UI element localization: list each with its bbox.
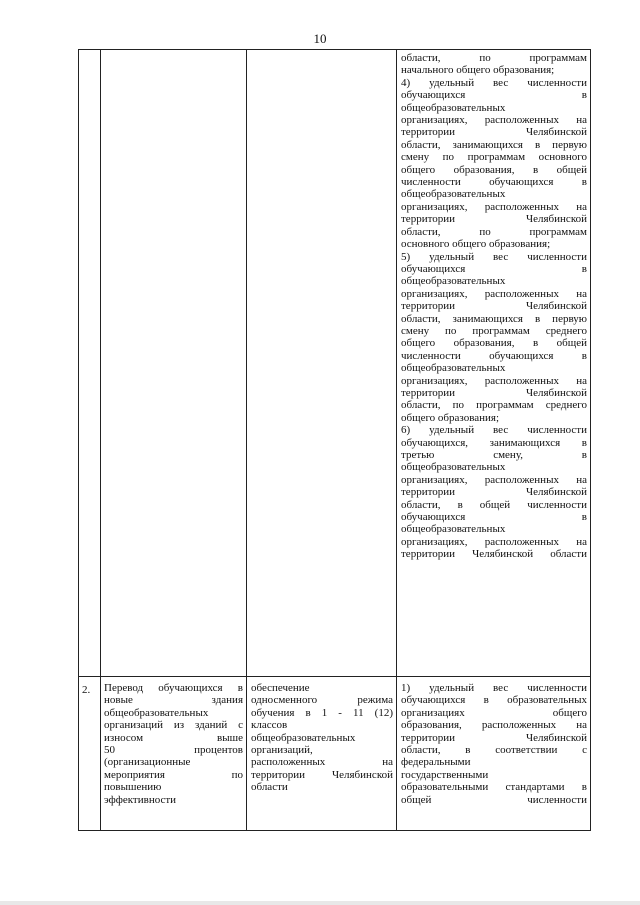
text-line: территории Челябинской (401, 731, 587, 744)
text-line: износом выше (104, 731, 243, 744)
text-line: общеобразовательных (251, 731, 356, 744)
row2-indicators-cell (401, 682, 587, 806)
column-divider-2 (246, 50, 247, 830)
text-line: области, занимающихся в первую (401, 312, 587, 325)
text-line: территории Челябинской (401, 486, 587, 499)
text-line: мероприятия по (104, 768, 243, 781)
text-line: общеобразовательных (401, 275, 506, 288)
text-line: организациях, расположенных на (401, 473, 587, 486)
text-line: третью смену, в (401, 449, 587, 461)
text-line: общеобразовательных (104, 706, 209, 719)
text-line: расположенных на (251, 756, 393, 769)
text-line: области, по программам (401, 225, 587, 238)
text-line: организаций из зданий с (104, 719, 243, 732)
text-line: общеобразовательных (401, 461, 506, 474)
text-line: области, в соответствии с (401, 744, 587, 757)
text-line: 50 процентов (104, 744, 243, 757)
text-line: общеобразовательных (401, 362, 506, 375)
text-line: организациях общего (401, 706, 587, 719)
text-line: 6) удельный вес численности (401, 424, 587, 437)
text-line: (организационные (104, 756, 191, 769)
text-line: обеспечение (251, 682, 310, 694)
text-line: области (251, 781, 288, 794)
text-line: территории Челябинской области (401, 548, 587, 561)
text-line: территории Челябинской (401, 126, 587, 139)
text-line: организациях, расположенных на (401, 535, 587, 548)
text-line: общего образования, в общей (401, 163, 587, 176)
row1-indicators-cell (401, 52, 587, 561)
text-line: Перевод обучающихся в (104, 682, 243, 694)
text-line: области, по программам среднего (401, 399, 587, 412)
text-line: организаций, (251, 744, 313, 757)
text-line: федеральными (401, 756, 471, 769)
row2-number: 2. (82, 684, 91, 696)
text-line: области, по программам (401, 52, 587, 64)
text-line: односменного режима (251, 694, 393, 707)
text-line: области, занимающихся в первую (401, 138, 587, 151)
text-line: государственными (401, 768, 489, 781)
text-line: организациях, расположенных на (401, 287, 587, 300)
text-line: организациях, расположенных на (401, 374, 587, 387)
text-line: эффективности (104, 793, 177, 806)
text-line: территории Челябинской (251, 768, 393, 781)
text-line: общего образования; (401, 411, 500, 424)
document-table (78, 49, 591, 831)
text-line: общего образования, в общей (401, 337, 587, 350)
text-line: 5) удельный вес численности (401, 250, 587, 263)
text-line: новые здания (104, 694, 243, 707)
column-divider-1 (100, 50, 101, 830)
text-line: образования, расположенных на (401, 719, 587, 732)
text-line: смену по программам среднего (401, 324, 587, 337)
text-line: повышению (104, 781, 162, 794)
text-line: обучения в 1 - 11 (12) (251, 706, 393, 719)
text-line: численности обучающихся в (401, 349, 587, 362)
row2-measure-cell (104, 682, 243, 806)
text-line: классов (251, 719, 288, 732)
text-line: обучающихся, занимающихся в (401, 436, 587, 449)
text-line: основного общего образования; (401, 238, 551, 251)
text-line: образовательными стандартами в (401, 781, 587, 794)
text-line: 4) удельный вес численности (401, 76, 587, 89)
text-line: обучающихся в (401, 511, 587, 524)
text-line: обучающихся в образовательных (401, 694, 587, 707)
text-line: начального общего образования; (401, 64, 555, 77)
text-line: общеобразовательных (401, 101, 506, 114)
text-line: общеобразовательных (401, 188, 506, 201)
page-number: 10 (313, 31, 327, 46)
row2-goal-cell (251, 682, 393, 794)
text-line: 1) удельный вес численности (401, 682, 587, 694)
row-divider (79, 676, 590, 677)
text-line: смену по программам основного (401, 151, 587, 164)
text-line: общей численности (401, 793, 587, 806)
text-line: численности обучающихся в (401, 176, 587, 189)
text-line: организациях, расположенных на (401, 114, 587, 127)
scan-edge (0, 901, 640, 905)
text-line: территории Челябинской (401, 386, 587, 399)
text-line: общеобразовательных (401, 523, 506, 536)
text-line: организациях, расположенных на (401, 200, 587, 213)
text-line: области, в общей численности (401, 498, 587, 511)
text-line: обучающихся в (401, 89, 587, 102)
text-line: территории Челябинской (401, 300, 587, 313)
text-line: обучающихся в (401, 262, 587, 275)
column-divider-3 (396, 50, 397, 830)
text-line: территории Челябинской (401, 213, 587, 226)
